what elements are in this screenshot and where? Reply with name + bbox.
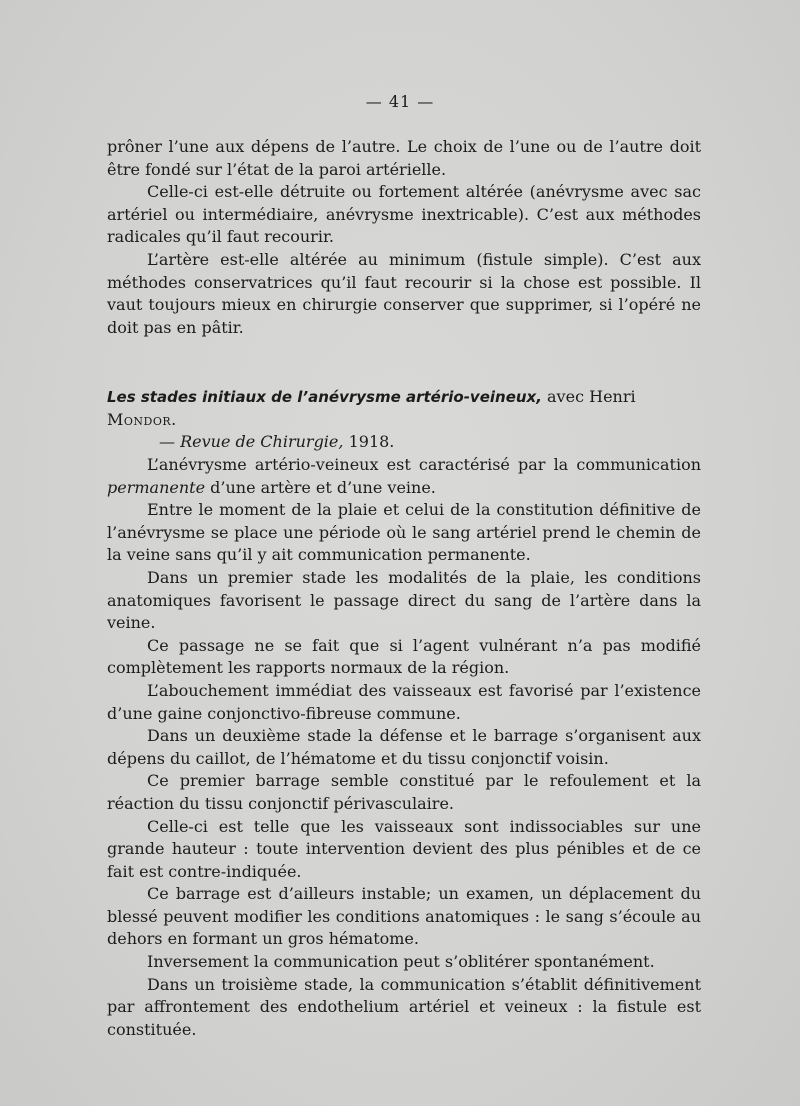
paragraph: L’abouchement immédiat des vaisseaux est favorisé par l’existence d’une gaine conjonctivo-fibreuse commune. [107, 680, 701, 723]
paragraph: prôner l’une aux dépens de l’autre. Le choix de l’une ou de l’autre doit être fondé sur l’état de la paroi artérielle. [107, 137, 701, 179]
paragraph: Dans un premier stade les modalités de la plaie, les conditions anatomiques favorisent le passage direct du sang de l’artère dans la veine. [107, 567, 701, 633]
paragraph-lead: L’anévrysme artério-veineux est caractérisé par la communication [147, 455, 701, 474]
paragraph: Dans un deuxième stade la défense et le barrage s’organisent aux dépens du caillot, de l’hématome et du tissu conjonctif voisin. [107, 726, 701, 768]
paragraph [107, 454, 701, 499]
paragraph: Celle-ci est telle que les vaisseaux sont indissociables sur une grande hauteur : toute intervention devient des plus pénibles et de ce fait est contre-indiquée. [107, 816, 701, 881]
coauthor-prefix: avec Henri [547, 387, 636, 406]
emphasis-word: permanente [107, 477, 206, 497]
page-number: — 41 — [365, 92, 435, 111]
paragraph: Ce passage ne se fait que si l’agent vulnérant n’a pas modifié complètement les rapports normaux de la région. [107, 635, 701, 678]
paragraph: Ce barrage est d’ailleurs instable; un examen, un déplacement du blessé peuvent modifier les conditions anatomiques : le sang s’écoule au dehors en formant un gros hématome. [107, 884, 701, 949]
paragraph-rest: d’une artère et d’une veine. [210, 477, 436, 497]
journal-year: 1918. [348, 432, 395, 452]
paragraph: Celle-ci est-elle détruite ou fortement altérée (anévrysme avec sac artériel ou intermédiaire, anévrysme inextricable). C’est aux méthodes radicales qu’il faut recourir. [107, 182, 701, 247]
paragraph: Inversement la communication peut s’oblitérer spontanément. [147, 952, 655, 972]
paragraph: Dans un troisième stade, la communication s’établit définitivement par affrontement des endothelium artériel et veineux : la fistule est constituée. [107, 974, 701, 1039]
article-heading [107, 386, 701, 454]
citation-line [107, 431, 701, 454]
paragraph: L’artère est-elle altérée au minimum (fistule simple). C’est aux méthodes conservatrices qu’il faut recourir si la chose est possible. Il vaut toujours mieux en chirurgie conserver que supprimer, si l’opéré ne doit pas en pâtir. [107, 249, 701, 337]
coauthor-name: Mondor. [107, 409, 177, 429]
continuation-text [107, 136, 701, 339]
paragraph: Ce premier barrage semble constitué par le refoulement et la réaction du tissu conjonctif périvasculaire. [107, 771, 701, 813]
journal-name: — Revue de Chirurgie, [159, 432, 344, 452]
article-title: Les stades initiaux de l’anévrysme artério-veineux, [107, 388, 542, 406]
article-body [107, 454, 701, 1041]
paragraph: Entre le moment de la plaie et celui de la constitution définitive de l’anévrysme se place une période où le sang artériel prend le chemin de la veine sans qu’il y ait communication permanente. [107, 500, 701, 565]
